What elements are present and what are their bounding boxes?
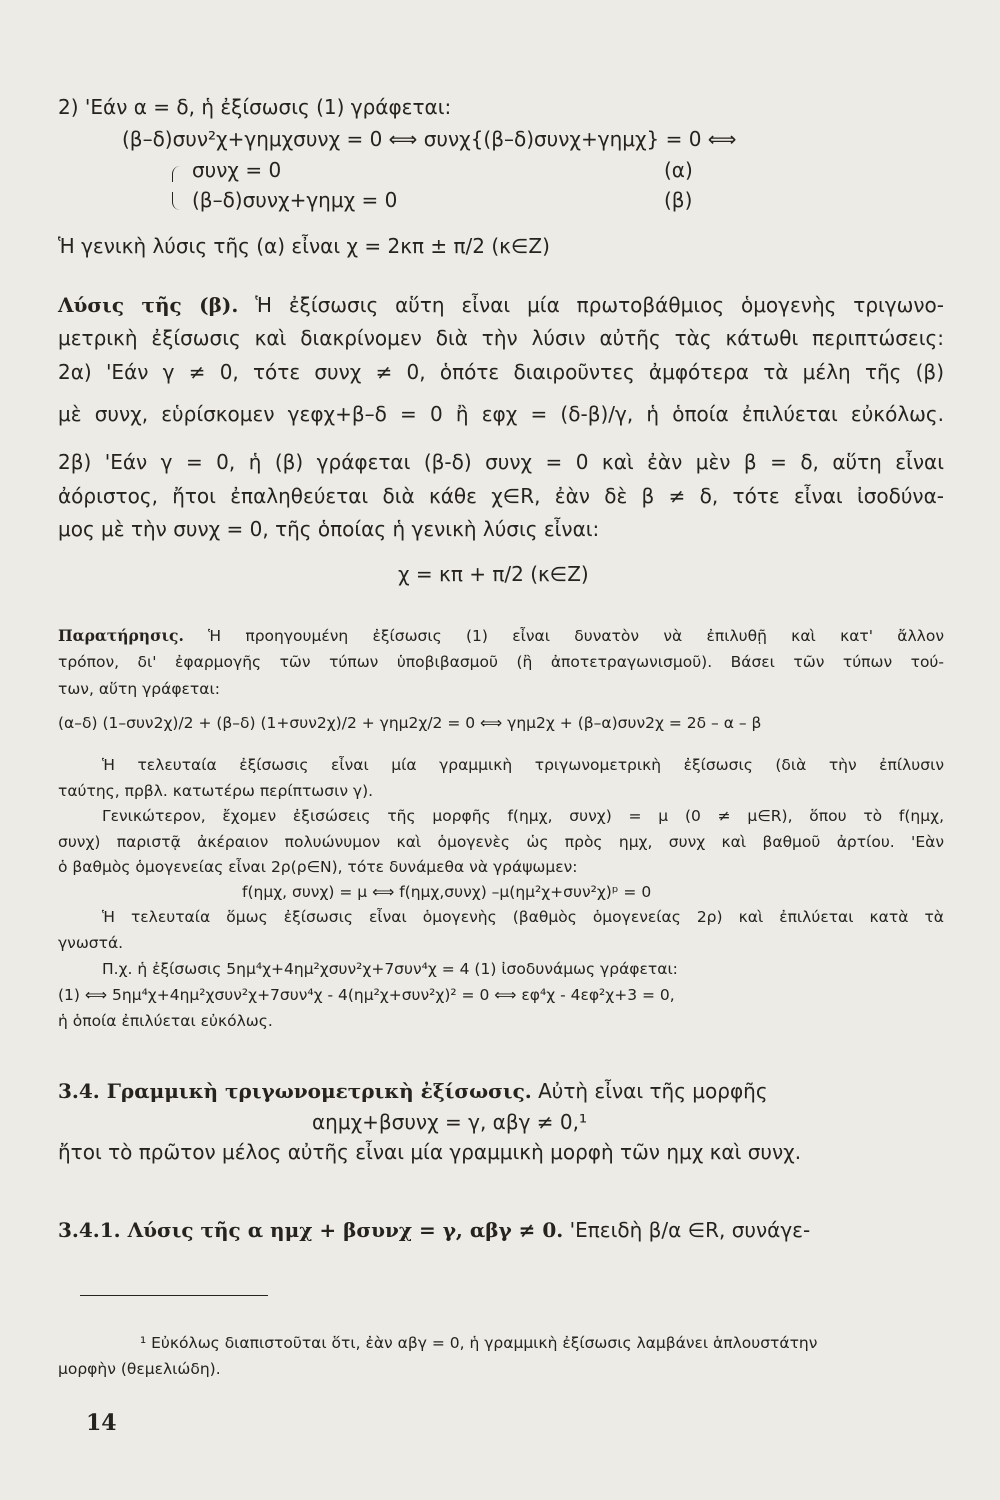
solution-b-line-3: 2α) 'Εάν γ ≠ 0, τότε συνχ ≠ 0, ὁπότε διαιροῦντες ἀμφότερα τὰ μέλη τῆς (β): [58, 360, 944, 384]
footnote-line-1: ¹ Εὐκόλως διαπιστοῦται ὅτι, ἐὰν αβγ = 0, ἡ γραμμικὴ ἐξίσωσις λαμβάνει ἁπλουστάτην: [140, 1334, 818, 1352]
section-3-4-line: [58, 1079, 944, 1103]
footnote-rule: [80, 1295, 268, 1296]
solution-b-line-7: μος μὲ τὴν συνχ = 0, τῆς ὁποίας ἡ γενικὴ λύσις εἶναι:: [58, 517, 600, 541]
section-3-4-line-2: ἤτοι τὸ πρῶτον μέλος αὐτῆς εἶναι μία γραμμικὴ μορφὴ τῶν ημχ καὶ συνχ.: [58, 1140, 802, 1164]
system-brace-bottom: [172, 192, 181, 210]
remark-line-3: των, αὕτη γράφεται:: [58, 680, 220, 698]
remark-line-10: Ἡ τελευταία ὅμως ἐξίσωσις εἶναι ὁμογενὴς (βαθμὸς ὁμογενείας 2ρ) καὶ ἐπιλύεται κατὰ τὰ: [102, 908, 944, 926]
general-solution-b: χ = κπ + π/2 (κ∈Z): [398, 562, 589, 586]
general-solution-a: Ἡ γενικὴ λύσις τῆς (α) εἶναι χ = 2κπ ± π/2 (κ∈Z): [58, 234, 550, 258]
remark-equation: (α–δ) (1–συν2χ)/2 + (β–δ) (1+συν2χ)/2 + γημ2χ/2 = 0 ⟺ γημ2χ + (β–α)συν2χ = 2δ – α – β: [58, 714, 762, 732]
section-3-4-1-text: 'Επειδὴ β/α ∈R, συνάγε-: [569, 1218, 811, 1242]
solution-b-text-1: Ἡ ἐξίσωσις αὕτη εἶναι μία πρωτοβάθμιος ὁμογενὴς τριγωνο-: [255, 293, 945, 317]
footnote-line-2: μορφὴν (θεμελιώδη).: [58, 1360, 221, 1378]
example-line-3: ἡ ὁποία ἐπιλύεται εὐκόλως.: [58, 1012, 273, 1030]
remark-line-2: τρόπον, δι' ἐφαρμογῆς τῶν τύπων ὑποβιβασμοῦ (ἢ ἀποτετραγωνισμοῦ). Βάσει τῶν τύπων τού-: [58, 653, 944, 671]
remark-text-1: Ἡ προηγουμένη ἐξίσωσις (1) εἶναι δυνατὸν νὰ ἐπιλυθῇ καὶ κατ' ἄλλον: [208, 627, 944, 645]
section-3-4-1-heading: 3.4.1. Λύσις τῆς α ημχ + βσυνχ = γ, αβγ ≠ 0.: [58, 1218, 564, 1242]
solution-b-line-2: μετρικὴ ἐξίσωσις καὶ διακρίνομεν διὰ τὴν λύσιν αὐτῆς τὰς κάτωθι περιπτώσεις:: [58, 326, 944, 350]
system-eq-a: συνχ = 0: [192, 158, 282, 182]
case2-equation: (β–δ)συν²χ+γημχσυνχ = 0 ⟺ συνχ{(β–δ)συνχ+γημχ} = 0 ⟺: [122, 127, 737, 151]
case2-intro: 2) 'Εάν α = δ, ἡ ἐξίσωσις (1) γράφεται:: [58, 95, 452, 119]
remark-line-5: ταύτης, πρβλ. κατωτέρω περίπτωσιν γ).: [58, 782, 374, 800]
remark-heading: Παρατήρησις.: [58, 626, 184, 645]
section-3-4-text: Αὐτὴ εἶναι τῆς μορφῆς: [538, 1079, 768, 1103]
system-brace-top: [172, 166, 181, 182]
solution-b-line-1: [58, 293, 944, 317]
solution-b-line-5: 2β) 'Εάν γ = 0, ἡ (β) γράφεται (β-δ) συνχ = 0 καὶ ἐὰν μὲν β = δ, αὕτη εἶναι: [58, 450, 944, 474]
system-eq-b: (β–δ)συνχ+γημχ = 0: [192, 188, 398, 212]
remark-line-8: ὁ βαθμὸς ὁμογενείας εἶναι 2ρ(ρ∈N), τότε δυνάμεθα νὰ γράψωμεν:: [58, 858, 578, 876]
solution-b-heading: Λύσις τῆς (β).: [58, 293, 239, 317]
example-line-1: Π.χ. ἡ ἐξίσωσις 5ημ⁴χ+4ημ²χσυν²χ+7συν⁴χ = 4 (1) ἰσοδυνάμως γράφεται:: [102, 960, 678, 978]
remark-line-4: Ἡ τελευταία ἐξίσωσις εἶναι μία γραμμικὴ τριγωνομετρικὴ ἐξίσωσις (διὰ τὴν ἐπίλυσιν: [102, 756, 944, 774]
remark-homogeneous-equation: f(ημχ, συνχ) = μ ⟺ f(ημχ,συνχ) –μ(ημ²χ+συν²χ)ᵖ = 0: [242, 883, 652, 901]
remark-line-1: [58, 627, 944, 646]
remark-line-6: Γενικώτερον, ἔχομεν ἐξισώσεις τῆς μορφῆς f(ημχ, συνχ) = μ (0 ≠ μ∈R), ὅπου τὸ f(ημχ,: [102, 807, 944, 825]
remark-line-7: συνχ) παριστᾷ ἀκέραιον πολυώνυμον καὶ ὁμογενὲς ὡς πρὸς ημχ, συνχ καὶ βαθμοῦ ἀρτίου. 'Εὰν: [58, 833, 944, 851]
system-tag-b: (β): [664, 188, 693, 212]
solution-b-line-6: ἀόριστος, ἤτοι ἐπαληθεύεται διὰ κάθε χ∈R, ἐὰν δὲ β ≠ δ, τότε εἶναι ἰσοδύνα-: [58, 484, 944, 508]
section-3-4-1-line: [58, 1218, 944, 1242]
linear-equation: αημχ+βσυνχ = γ, αβγ ≠ 0,¹: [312, 1110, 588, 1134]
remark-line-11: γνωστά.: [58, 934, 124, 952]
system-tag-a: (α): [664, 158, 693, 182]
example-line-2: (1) ⟺ 5ημ⁴χ+4ημ²χσυν²χ+7συν⁴χ - 4(ημ²χ+συν²χ)² = 0 ⟺ εφ⁴χ - 4εφ²χ+3 = 0,: [58, 986, 675, 1004]
section-3-4-heading: 3.4. Γραμμικὴ τριγωνομετρικὴ ἐξίσωσις.: [58, 1079, 532, 1103]
page-number: 14: [86, 1410, 117, 1436]
solution-b-line-4: μὲ συνχ, εὑρίσκομεν γεφχ+β–δ = 0 ἢ εφχ = (δ-β)/γ, ἡ ὁποία ἐπιλύεται εὐκόλως.: [58, 402, 944, 426]
